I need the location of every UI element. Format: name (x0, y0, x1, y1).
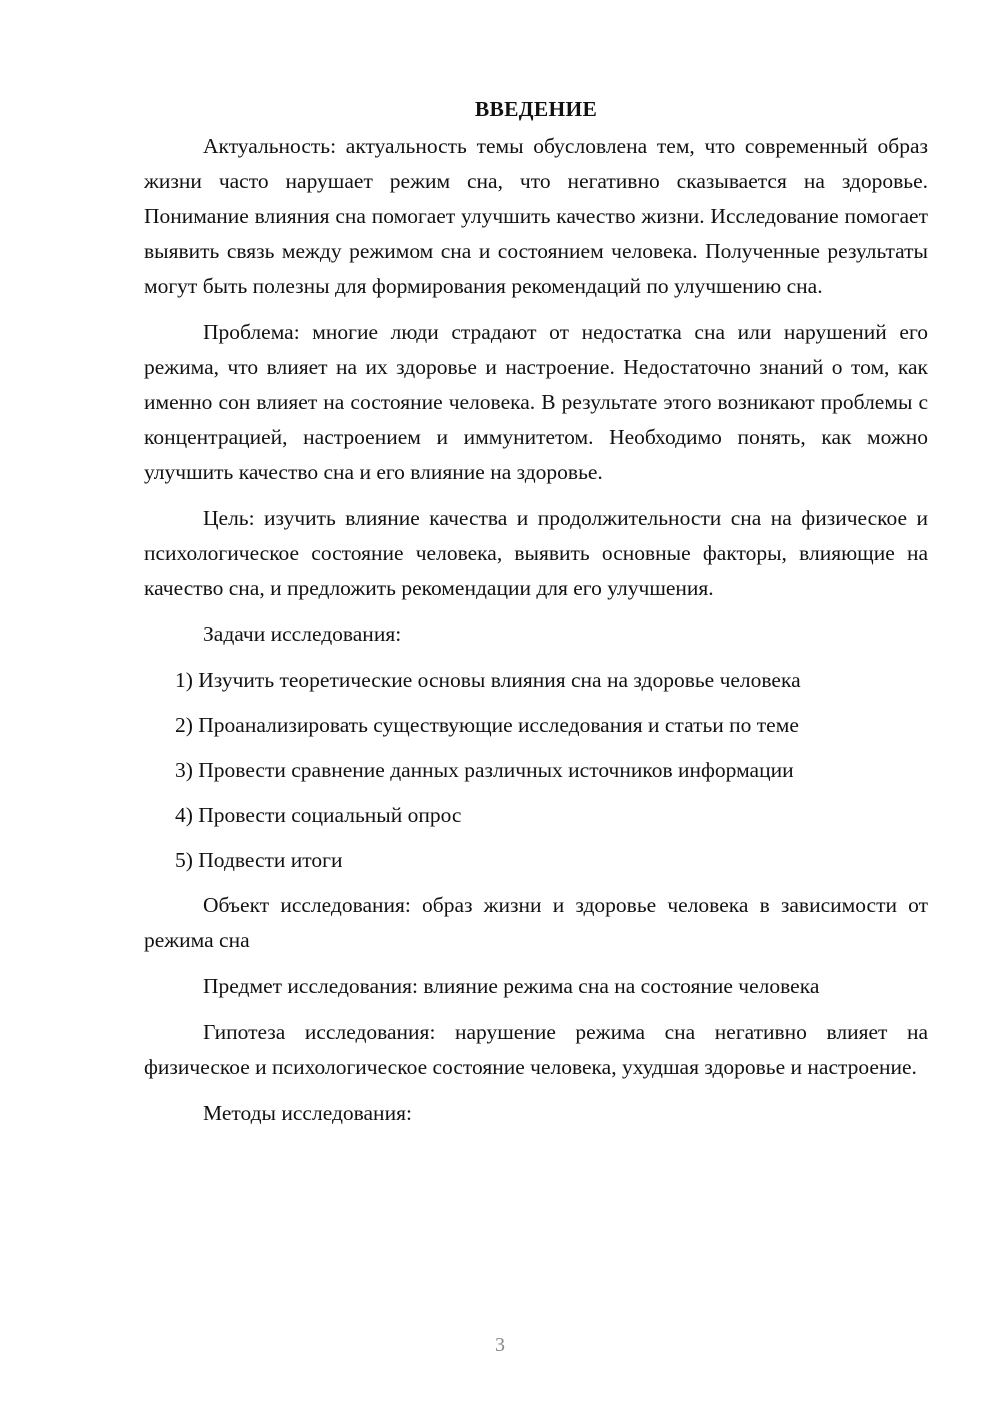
list-item: 5) Подвести итоги (175, 848, 343, 872)
paragraph-tasks-title: Задачи исследования: (203, 622, 402, 646)
list-item: 2) Проанализировать существующие исследования и статьи по теме (175, 713, 799, 737)
list-item: 3) Провести сравнение данных различных источников информации (175, 758, 794, 782)
section-heading: ВВЕДЕНИЕ (474, 97, 598, 121)
paragraph-relevance: Актуальность: актуальность темы обусловлена тем, что современный образ жизни часто нарушает режим сна, что негативно сказывается на здоровье. Понимание влияния сна помогает улучшить качество жизни. Исследование помогает выявить связь между режимом сна и состоянием человека. Полученные результаты могут быть полезны для формирования рекомендаций по улучшению сна. (144, 134, 928, 298)
paragraph-problem: Проблема: многие люди страдают от недостатка сна или нарушений его режима, что влияет на их здоровье и настроение. Недостаточно знаний о том, как именно сон влияет на состояние человека. В результате этого возникают проблемы с концентрацией, настроением и иммунитетом. Необходимо понять, как можно улучшить качество сна и его влияние на здоровье. (144, 320, 928, 484)
paragraph-goal: Цель: изучить влияние качества и продолжительности сна на физическое и психологическое состояние человека, выявить основные факторы, влияющие на качество сна, и предложить рекомендации для его улучшения. (144, 506, 928, 600)
page-content (144, 92, 928, 1142)
page-number: 3 (495, 1334, 505, 1356)
tasks-list (144, 663, 928, 878)
paragraph-hypothesis: Гипотеза исследования: нарушение режима сна негативно влияет на физическое и психологическое состояние человека, ухудшая здоровье и настроение. (144, 1020, 928, 1079)
paragraph-object: Объект исследования: образ жизни и здоровье человека в зависимости от режима сна (144, 893, 928, 952)
paragraph-methods-title: Методы исследования: (203, 1101, 412, 1125)
paragraph-subject: Предмет исследования: влияние режима сна на состояние человека (203, 974, 820, 998)
list-item: 1) Изучить теоретические основы влияния сна на здоровье человека (175, 668, 801, 692)
list-item: 4) Провести социальный опрос (175, 803, 462, 827)
